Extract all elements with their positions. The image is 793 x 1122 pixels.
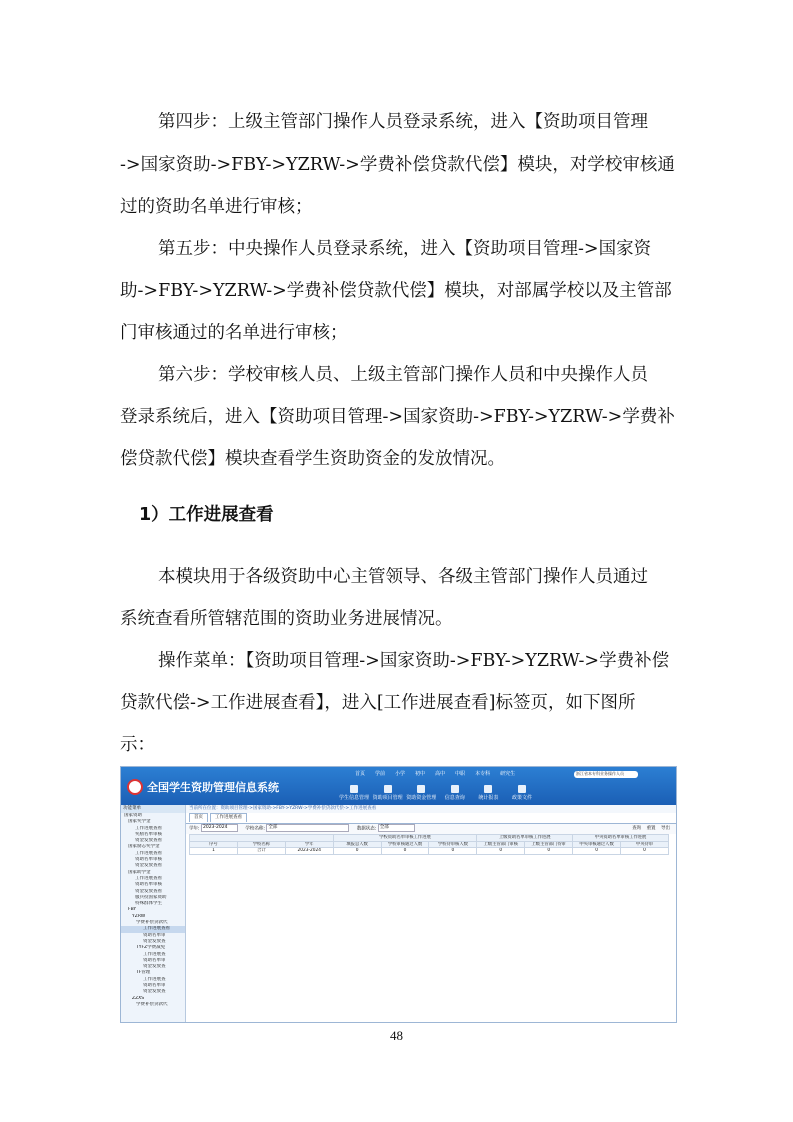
column-header: 序号 — [190, 841, 238, 848]
tree-node[interactable]: ZZXS — [132, 995, 145, 1001]
export-button[interactable]: 导出 — [661, 826, 670, 831]
section-heading: 1）工作进展查看 — [139, 505, 274, 525]
text-line: 贷款代偿->工作进展查看】，进入[工作进展查看]标签页，如下图所 — [120, 693, 636, 713]
text-line: 操作菜单：【资助项目管理->国家资助->FBY->YZRW->学费补偿 — [158, 651, 670, 671]
column-header: 学校审核通过人数 — [381, 841, 429, 848]
text-line: 本模块用于各级资助中心主管领导、各级主管部门操作人员通过 — [158, 567, 648, 587]
search-icon — [451, 785, 459, 793]
year-select[interactable]: 2023-2024 — [201, 824, 238, 832]
nav-fund-mgmt[interactable]: 资助资金管理 — [406, 785, 436, 801]
top-link[interactable]: 初中 — [415, 771, 426, 777]
cell: 0 — [573, 848, 621, 855]
tree-node[interactable]: 工作进展查看 — [135, 825, 162, 831]
column-header: 学校名称 — [237, 841, 285, 848]
school-select[interactable]: 全部 — [266, 824, 349, 832]
nav-reports[interactable]: 统计报表 — [473, 785, 503, 801]
breadcrumb: 当前所在位置：资助项目管理->国家资助->FBY->YZRW->学费补偿贷款代偿->工作进展查看 — [186, 805, 676, 813]
app-logo-icon — [127, 779, 143, 795]
query-button[interactable]: 查询 — [632, 826, 642, 831]
text-line: ->国家资助->FBY->YZRW->学费补偿贷款代偿】模块，对学校审核通 — [120, 155, 675, 175]
progress-table — [189, 834, 669, 855]
top-link[interactable]: 研究生 — [500, 771, 516, 777]
tab-progress[interactable]: 工作进展查看 — [210, 813, 247, 822]
briefcase-icon — [384, 785, 392, 793]
system-screenshot — [120, 766, 677, 1023]
text-line: 第六步：学校审核人员、上级主管部门操作人员和中央操作人员 — [158, 365, 648, 385]
top-link[interactable]: 小学 — [395, 771, 406, 777]
cell: 0 — [477, 848, 525, 855]
group-header: 学校资助名单审核工作进展 — [333, 835, 477, 842]
column-header: 填报总人数 — [333, 841, 381, 848]
text-line: 偿贷款代偿】模块查看学生资助资金的发放情况。 — [120, 449, 505, 469]
top-link[interactable]: 中职 — [455, 771, 466, 777]
tree-node[interactable]: 服兵役国家资助 — [135, 894, 167, 900]
nav-query[interactable]: 信息查询 — [440, 785, 470, 801]
filter-bar — [186, 824, 676, 834]
group-header: 中央资助名单审核工作进展 — [573, 835, 669, 842]
tree-node[interactable]: 资助名单审 — [143, 983, 166, 989]
text-line: 示： — [120, 735, 155, 755]
status-select[interactable]: 全部 — [378, 824, 415, 832]
cell: 0 — [525, 848, 573, 855]
main-nav — [339, 785, 539, 801]
tree-node[interactable]: 国家奖学金 — [128, 819, 151, 825]
tree-node[interactable]: 奖励名单审核 — [135, 831, 162, 837]
content-pane — [186, 805, 676, 1022]
text-line: 系统查看所管辖范围的资助业务进展情况。 — [120, 609, 453, 629]
tree-node-selected[interactable]: 工作进展查看 — [121, 926, 185, 932]
text-line: 登录系统后，进入【资助项目管理->国家资助->FBY->YZRW->学费补 — [120, 407, 675, 427]
app-title: 全国学生资助管理信息系统 — [147, 781, 279, 794]
tree-node[interactable]: 资金发放查看 — [135, 838, 162, 844]
year-label: 学年: — [189, 826, 200, 832]
tree-node[interactable]: 学费补偿贷款代 — [136, 920, 168, 926]
table-row[interactable] — [190, 848, 669, 855]
tree-node[interactable]: TF管理 — [136, 970, 151, 976]
users-icon — [350, 785, 358, 793]
cell: 1 — [190, 848, 238, 855]
tab-bar — [186, 813, 676, 824]
text-line: 过的资助名单进行审核； — [120, 197, 313, 217]
app-banner — [121, 767, 676, 805]
text-line: 第五步：中央操作人员登录系统，进入【资助项目管理->国家资 — [158, 239, 652, 259]
top-link[interactable]: 首页 — [355, 771, 366, 777]
group-header: 上级资助名单审核工作进展 — [477, 835, 573, 842]
top-link[interactable]: 高中 — [435, 771, 446, 777]
column-header: 上级主管部门审核 — [477, 841, 525, 848]
tree-node[interactable]: 资金发放查 — [143, 938, 166, 944]
tree-node[interactable]: 资助名单审 — [143, 957, 166, 963]
org-select[interactable]: 浙江省本专科业务操作人员 — [574, 771, 638, 778]
tree-node[interactable]: FBY — [128, 907, 137, 913]
column-header: 中央待审 — [621, 841, 669, 848]
tree-node[interactable]: 资金发放查看 — [135, 888, 162, 894]
status-label: 数据状态: — [356, 826, 377, 832]
tree-node[interactable]: 工作进展查 — [143, 951, 166, 957]
tree-node[interactable]: YZRW — [132, 913, 146, 919]
tree-node[interactable]: 国家资助 — [124, 813, 142, 818]
top-link[interactable]: 学前 — [375, 771, 386, 777]
tree-node[interactable]: 资金发放查看 — [135, 863, 162, 869]
tree-node[interactable]: 特殊群体学生 — [135, 901, 162, 907]
tab-home[interactable]: 首页 — [189, 813, 208, 822]
sidebar-header: 功能菜单 — [121, 805, 185, 813]
tree-node[interactable]: 学费补偿贷款代 — [136, 1001, 168, 1007]
cell: 0 — [333, 848, 381, 855]
nav-policy[interactable]: 政策文件 — [507, 785, 537, 801]
top-link[interactable]: 本专科 — [475, 771, 491, 777]
tree-node[interactable]: 资助名单审核 — [135, 857, 162, 863]
column-header: 学年 — [285, 841, 333, 848]
cell: 0 — [621, 848, 669, 855]
text-line: 门审核通过的名单进行审核； — [120, 323, 348, 343]
top-links — [355, 770, 525, 780]
school-label: 学校名称: — [245, 826, 265, 832]
cell: 2023-2024 — [285, 848, 333, 855]
tree-node[interactable]: 资助名单审核 — [135, 882, 162, 888]
text-line: 第四步：上级主管部门操作人员登录系统，进入【资助项目管理 — [158, 112, 648, 132]
tree-node[interactable]: 工作进展查看 — [135, 875, 162, 881]
nav-student-info[interactable]: 学生信息管理 — [339, 785, 369, 801]
page-number: 48 — [390, 1028, 403, 1043]
text-line: 助->FBY->YZRW->学费补偿贷款代偿】模块，对部属学校以及主管部 — [120, 281, 672, 301]
column-header: 学校待审核人数 — [429, 841, 477, 848]
sidebar-tree — [121, 805, 186, 1022]
nav-project-mgmt[interactable]: 资助项目管理 — [373, 785, 403, 801]
column-header: 中央审核通过人数 — [573, 841, 621, 848]
column-header: 上级主管部门待审 — [525, 841, 573, 848]
tree-node[interactable]: TYFZ学费减免 — [136, 945, 166, 951]
tree-node[interactable]: 国家助学金 — [128, 869, 151, 875]
tree-node[interactable]: 资助名单审 — [143, 932, 166, 938]
cell: 0 — [429, 848, 477, 855]
wallet-icon — [417, 785, 425, 793]
tree-node[interactable]: 国家励志奖学金 — [128, 844, 160, 850]
tree-node[interactable]: 资金发放查 — [143, 989, 166, 995]
reset-button[interactable]: 重置 — [646, 826, 656, 831]
chart-icon — [484, 785, 492, 793]
cell: 合计 — [237, 848, 285, 855]
tree-node[interactable]: 资金发放查 — [143, 964, 166, 970]
document-icon — [518, 785, 526, 793]
tree-node[interactable]: 工作进展查看 — [135, 850, 162, 856]
cell: 0 — [381, 848, 429, 855]
tree-node[interactable]: 工作进展查 — [143, 976, 166, 982]
